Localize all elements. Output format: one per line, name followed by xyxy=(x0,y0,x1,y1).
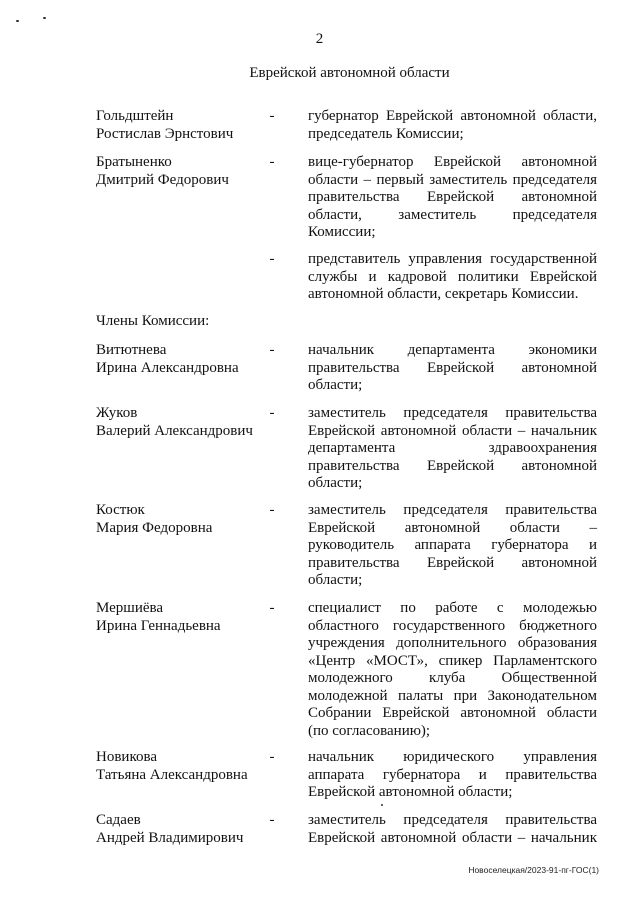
member-surname: Жуков xyxy=(96,405,138,421)
member-role xyxy=(308,342,597,395)
member-name xyxy=(96,405,266,440)
member-role xyxy=(308,502,597,590)
region-heading: Еврейской автономной области xyxy=(249,65,450,81)
members-heading: Члены Комиссии: xyxy=(96,313,210,329)
member-role xyxy=(308,812,597,847)
dash-separator: - xyxy=(269,812,275,828)
role-line: Собрании Еврейской автономной области xyxy=(308,705,597,721)
member-role xyxy=(308,405,597,493)
scan-speck xyxy=(16,20,19,22)
role-line: области, заместитель председателя xyxy=(308,206,597,223)
role-line: области – первый заместитель председателя xyxy=(308,171,597,188)
role-line: Еврейской автономной области – начальник xyxy=(308,829,597,846)
dash-separator: - xyxy=(269,108,275,124)
role-line: учреждения дополнительного образования xyxy=(308,635,597,651)
role-line: специалист по работе с молодежью xyxy=(308,600,597,616)
role-line: правительства Еврейской автономной xyxy=(308,457,597,474)
role-line: Еврейской автономной области – начальник xyxy=(308,422,597,439)
member-surname: Гольдштейн xyxy=(96,108,174,124)
role-line: вице-губернатор Еврейской автономной xyxy=(308,154,597,170)
member-surname: Садаев xyxy=(96,812,141,828)
document-footer-code: Новоселецкая/2023-91-пг-ГОС(1) xyxy=(468,865,599,875)
role-line: «Центр «МОСТ», спикер Парламентского xyxy=(308,652,597,669)
role-line: председатель Комиссии; xyxy=(308,125,464,142)
role-line: руководитель аппарата губернатора и xyxy=(308,537,597,553)
role-line: губернатор Еврейской автономной области, xyxy=(308,108,597,124)
member-surname: Мершиёва xyxy=(96,600,164,616)
dash-separator: - xyxy=(269,251,275,267)
role-line: области; xyxy=(308,377,363,393)
member-role xyxy=(308,154,597,242)
role-line: службы и кадровой политики Еврейской xyxy=(308,268,597,285)
role-line: Комиссии; xyxy=(308,224,376,240)
dash-separator: - xyxy=(269,600,275,616)
role-line: области; xyxy=(308,572,363,588)
member-name xyxy=(96,108,266,143)
role-line: автономной области, секретарь Комиссии. xyxy=(308,286,579,302)
member-name xyxy=(96,342,266,377)
dash-separator: - xyxy=(269,154,275,170)
role-line: начальник департамента экономики xyxy=(308,342,597,358)
member-given-name: Андрей Владимирович xyxy=(96,829,244,846)
member-role xyxy=(308,600,597,740)
scan-speck xyxy=(381,804,383,806)
member-surname: Новикова xyxy=(96,749,158,765)
dash-separator: - xyxy=(269,502,275,518)
member-given-name: Татьяна Александровна xyxy=(96,766,248,783)
member-role xyxy=(308,251,597,304)
role-line: области; xyxy=(308,475,363,491)
scan-speck xyxy=(43,17,46,19)
member-name xyxy=(96,812,266,847)
member-surname: Витютнева xyxy=(96,342,167,358)
role-line: аппарата губернатора и правительства xyxy=(308,766,597,783)
role-line: заместитель председателя правительства xyxy=(308,812,597,828)
dash-separator: - xyxy=(269,405,275,421)
role-line: департамента здравоохранения xyxy=(308,440,597,456)
role-line: правительства Еврейской автономной xyxy=(308,359,597,376)
member-name xyxy=(96,600,266,635)
member-surname: Братыненко xyxy=(96,154,172,170)
role-line: правительства Еврейской автономной xyxy=(308,189,597,205)
role-line: начальник юридического управления xyxy=(308,749,597,765)
member-role xyxy=(308,749,597,802)
member-given-name: Валерий Александрович xyxy=(96,422,253,439)
member-given-name: Ростислав Эрнстович xyxy=(96,125,234,142)
role-line: заместитель председателя правительства xyxy=(308,405,597,421)
member-name xyxy=(96,749,266,784)
role-line: заместитель председателя правительства xyxy=(308,502,597,518)
page-number: 2 xyxy=(315,31,324,47)
dash-separator: - xyxy=(269,342,275,358)
role-line: Еврейской автономной области; xyxy=(308,784,513,800)
member-name xyxy=(96,154,266,189)
role-line: областного государственного бюджетного xyxy=(308,617,597,634)
role-line: правительства Еврейской автономной xyxy=(308,554,597,571)
role-line: (по согласованию); xyxy=(308,722,431,739)
member-given-name: Дмитрий Федорович xyxy=(96,171,229,188)
role-line: молодежной палаты при Законодательном xyxy=(308,687,597,704)
role-line: молодежного клуба Общественной xyxy=(308,670,597,686)
member-name xyxy=(96,502,266,537)
member-given-name: Мария Федоровна xyxy=(96,519,213,536)
dash-separator: - xyxy=(269,749,275,765)
member-role xyxy=(308,108,597,143)
member-given-name: Ирина Геннадьевна xyxy=(96,617,221,634)
member-given-name: Ирина Александровна xyxy=(96,359,239,376)
role-line: представитель управления государственной xyxy=(308,251,597,267)
member-surname: Костюк xyxy=(96,502,145,518)
role-line: Еврейской автономной области – xyxy=(308,519,597,536)
